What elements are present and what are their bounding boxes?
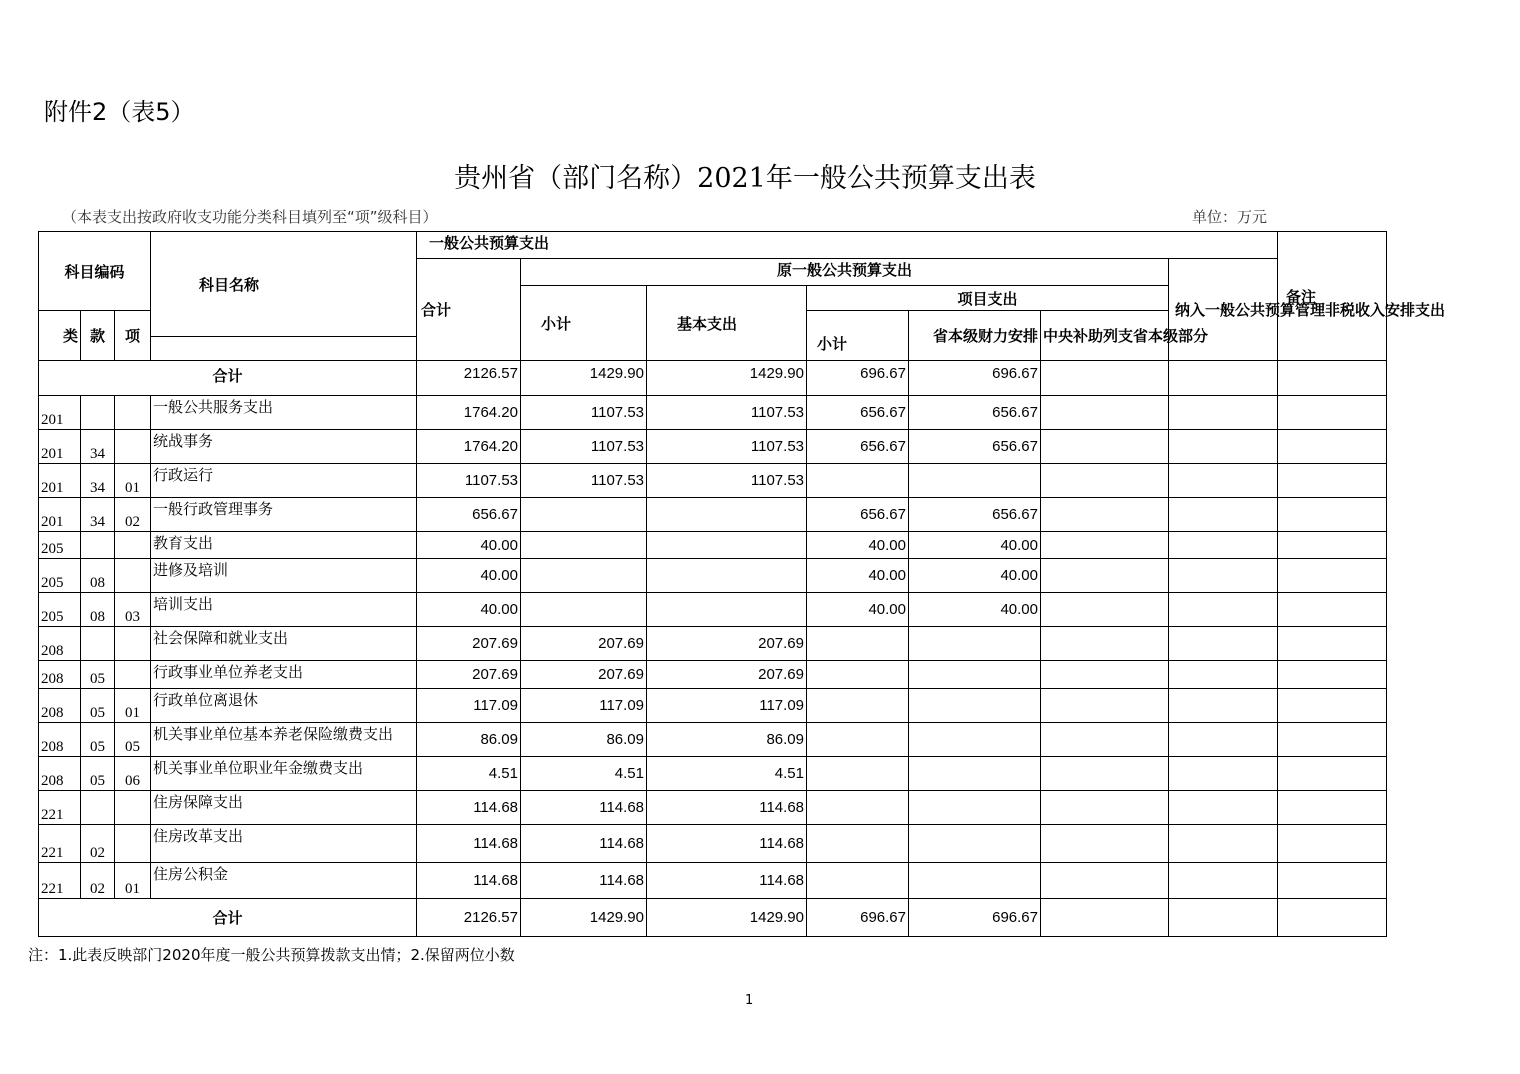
header-subject-name-cont (151, 337, 417, 361)
cell-proj-subtotal: 40.00 (807, 593, 909, 627)
cell-nontax (1169, 396, 1278, 430)
header-subtotal: 小计 (521, 286, 647, 361)
cell-subtotal: 114.68 (521, 791, 647, 825)
totals-bottom-remark (1278, 899, 1387, 937)
table-row (39, 532, 1387, 559)
code-xiang: 05 (115, 723, 151, 757)
cell-basic: 114.68 (647, 825, 807, 863)
cell-subtotal: 114.68 (521, 863, 647, 899)
cell-nontax (1169, 757, 1278, 791)
cell-nontax (1169, 559, 1278, 593)
totals-total: 2126.57 (417, 361, 521, 396)
cell-basic (647, 532, 807, 559)
cell-remark (1278, 396, 1387, 430)
cell-proj-subtotal (807, 723, 909, 757)
totals-row-bottom (39, 899, 1387, 937)
header-total: 合计 (417, 259, 521, 361)
totals-nontax (1169, 361, 1278, 396)
cell-basic: 114.68 (647, 791, 807, 825)
cell-subtotal: 1107.53 (521, 396, 647, 430)
cell-provincial (909, 723, 1041, 757)
totals-bottom-nontax (1169, 899, 1278, 937)
cell-remark (1278, 498, 1387, 532)
header-kuan: 款 (81, 311, 115, 361)
totals-label-bottom: 合计 (39, 899, 417, 937)
cell-total: 656.67 (417, 498, 521, 532)
subject-name: 教育支出 (151, 532, 417, 559)
cell-nontax (1169, 430, 1278, 464)
cell-total: 4.51 (417, 757, 521, 791)
cell-basic: 1107.53 (647, 464, 807, 498)
header-basic: 基本支出 (647, 286, 807, 361)
code-xiang (115, 396, 151, 430)
cell-subtotal: 4.51 (521, 757, 647, 791)
code-xiang (115, 791, 151, 825)
code-kuan: 34 (81, 430, 115, 464)
cell-total: 207.69 (417, 627, 521, 661)
cell-remark (1278, 757, 1387, 791)
header-central: 中央补助列支省本级部分 (1041, 311, 1169, 361)
cell-provincial (909, 627, 1041, 661)
header-nontax: 纳入一般公共预算管理非税收入安排支出 (1169, 259, 1278, 361)
code-lei: 208 (39, 661, 81, 689)
code-xiang: 01 (115, 689, 151, 723)
cell-provincial (909, 689, 1041, 723)
code-xiang: 03 (115, 593, 151, 627)
cell-nontax (1169, 627, 1278, 661)
cell-provincial (909, 791, 1041, 825)
cell-central (1041, 430, 1169, 464)
cell-basic: 207.69 (647, 661, 807, 689)
cell-provincial (909, 757, 1041, 791)
code-xiang: 01 (115, 464, 151, 498)
totals-subtotal: 1429.90 (521, 361, 647, 396)
cell-remark (1278, 593, 1387, 627)
code-kuan: 02 (81, 825, 115, 863)
cell-provincial: 656.67 (909, 498, 1041, 532)
code-kuan (81, 791, 115, 825)
code-lei: 208 (39, 627, 81, 661)
cell-nontax (1169, 532, 1278, 559)
cell-remark (1278, 723, 1387, 757)
table-row (39, 791, 1387, 825)
totals-basic: 1429.90 (647, 361, 807, 396)
cell-provincial: 40.00 (909, 593, 1041, 627)
cell-basic (647, 593, 807, 627)
cell-proj-subtotal: 656.67 (807, 498, 909, 532)
totals-row-top (39, 361, 1387, 396)
cell-nontax (1169, 464, 1278, 498)
cell-basic: 4.51 (647, 757, 807, 791)
header-xiang: 项 (115, 311, 151, 361)
code-xiang: 02 (115, 498, 151, 532)
cell-nontax (1169, 863, 1278, 899)
table-row (39, 430, 1387, 464)
cell-central (1041, 825, 1169, 863)
subject-name: 机关事业单位基本养老保险缴费支出 (151, 723, 417, 757)
cell-nontax (1169, 661, 1278, 689)
code-lei: 205 (39, 532, 81, 559)
totals-bottom-basic: 1429.90 (647, 899, 807, 937)
cell-nontax (1169, 689, 1278, 723)
header-row-1 (39, 232, 1387, 259)
header-remark: 备注 (1278, 232, 1387, 361)
table-row (39, 689, 1387, 723)
cell-provincial (909, 825, 1041, 863)
code-kuan: 05 (81, 689, 115, 723)
cell-nontax (1169, 593, 1278, 627)
code-lei: 201 (39, 498, 81, 532)
cell-subtotal: 1107.53 (521, 464, 647, 498)
cell-proj-subtotal: 40.00 (807, 532, 909, 559)
cell-proj-subtotal (807, 464, 909, 498)
cell-basic: 86.09 (647, 723, 807, 757)
code-lei: 208 (39, 723, 81, 757)
totals-bottom-proj-subtotal: 696.67 (807, 899, 909, 937)
cell-proj-subtotal (807, 689, 909, 723)
header-lei: 类 (39, 311, 81, 361)
cell-remark (1278, 464, 1387, 498)
subject-name: 住房改革支出 (151, 825, 417, 863)
cell-nontax (1169, 825, 1278, 863)
cell-subtotal (521, 498, 647, 532)
code-xiang: 06 (115, 757, 151, 791)
cell-proj-subtotal (807, 825, 909, 863)
code-xiang: 01 (115, 863, 151, 899)
cell-central (1041, 757, 1169, 791)
code-kuan: 05 (81, 661, 115, 689)
code-xiang (115, 661, 151, 689)
subject-name: 行政运行 (151, 464, 417, 498)
code-xiang (115, 532, 151, 559)
cell-subtotal: 114.68 (521, 825, 647, 863)
cell-central (1041, 863, 1169, 899)
cell-remark (1278, 430, 1387, 464)
subject-name: 培训支出 (151, 593, 417, 627)
cell-basic: 1107.53 (647, 430, 807, 464)
cell-central (1041, 791, 1169, 825)
code-lei: 221 (39, 863, 81, 899)
code-kuan (81, 627, 115, 661)
totals-central (1041, 361, 1169, 396)
cell-remark (1278, 559, 1387, 593)
cell-proj-subtotal: 656.67 (807, 430, 909, 464)
totals-remark (1278, 361, 1387, 396)
totals-bottom-provincial: 696.67 (909, 899, 1041, 937)
table-subtitle: （本表支出按政府收支功能分类科目填列至“项”级科目） (62, 208, 438, 226)
cell-remark (1278, 532, 1387, 559)
cell-proj-subtotal (807, 757, 909, 791)
code-kuan: 34 (81, 498, 115, 532)
subject-name: 住房保障支出 (151, 791, 417, 825)
table-row (39, 593, 1387, 627)
cell-total: 1764.20 (417, 396, 521, 430)
header-project-subtotal: 小计 (807, 311, 909, 361)
code-xiang (115, 430, 151, 464)
unit-label: 单位：万元 (1192, 208, 1268, 226)
cell-central (1041, 532, 1169, 559)
cell-total: 86.09 (417, 723, 521, 757)
table-row (39, 396, 1387, 430)
cell-provincial (909, 863, 1041, 899)
subject-name: 机关事业单位职业年金缴费支出 (151, 757, 417, 791)
code-kuan (81, 532, 115, 559)
code-lei: 201 (39, 464, 81, 498)
code-lei: 201 (39, 430, 81, 464)
cell-provincial (909, 661, 1041, 689)
code-lei: 221 (39, 825, 81, 863)
totals-bottom-central (1041, 899, 1169, 937)
page-number: 1 (745, 993, 754, 1008)
cell-subtotal: 86.09 (521, 723, 647, 757)
subject-name: 进修及培训 (151, 559, 417, 593)
code-kuan (81, 396, 115, 430)
cell-basic: 114.68 (647, 863, 807, 899)
cell-basic (647, 498, 807, 532)
cell-central (1041, 661, 1169, 689)
code-kuan: 05 (81, 757, 115, 791)
footnote: 注：1.此表反映部门2020年度一般公共预算拨款支出情；2.保留两位小数 (28, 946, 515, 964)
subject-name: 行政事业单位养老支出 (151, 661, 417, 689)
table-row (39, 498, 1387, 532)
cell-total: 114.68 (417, 791, 521, 825)
table-row (39, 757, 1387, 791)
cell-total: 114.68 (417, 825, 521, 863)
code-lei: 221 (39, 791, 81, 825)
cell-remark (1278, 863, 1387, 899)
cell-central (1041, 723, 1169, 757)
cell-proj-subtotal (807, 661, 909, 689)
cell-basic: 207.69 (647, 627, 807, 661)
subject-name: 一般行政管理事务 (151, 498, 417, 532)
cell-central (1041, 498, 1169, 532)
cell-subtotal: 207.69 (521, 627, 647, 661)
header-subject-code: 科目编码 (39, 232, 151, 311)
cell-provincial: 656.67 (909, 430, 1041, 464)
cell-total: 1764.20 (417, 430, 521, 464)
table-row (39, 661, 1387, 689)
cell-proj-subtotal: 656.67 (807, 396, 909, 430)
code-lei: 201 (39, 396, 81, 430)
totals-bottom-total: 2126.57 (417, 899, 521, 937)
code-kuan: 02 (81, 863, 115, 899)
page-title: 贵州省（部门名称）2021年一般公共预算支出表 (454, 163, 1036, 194)
code-xiang (115, 559, 151, 593)
header-subject-name: 科目名称 (151, 232, 417, 337)
cell-central (1041, 689, 1169, 723)
cell-subtotal: 1107.53 (521, 430, 647, 464)
cell-total: 1107.53 (417, 464, 521, 498)
totals-label: 合计 (39, 361, 417, 396)
cell-proj-subtotal (807, 791, 909, 825)
cell-total: 40.00 (417, 532, 521, 559)
subject-name: 统战事务 (151, 430, 417, 464)
code-lei: 208 (39, 757, 81, 791)
cell-remark (1278, 661, 1387, 689)
code-lei: 205 (39, 559, 81, 593)
code-kuan: 08 (81, 593, 115, 627)
cell-central (1041, 464, 1169, 498)
subject-name: 行政单位离退休 (151, 689, 417, 723)
cell-total: 40.00 (417, 559, 521, 593)
subject-name: 一般公共服务支出 (151, 396, 417, 430)
cell-proj-subtotal (807, 627, 909, 661)
cell-remark (1278, 825, 1387, 863)
cell-nontax (1169, 723, 1278, 757)
subject-name: 住房公积金 (151, 863, 417, 899)
totals-provincial: 696.67 (909, 361, 1041, 396)
cell-central (1041, 593, 1169, 627)
header-general-budget: 一般公共预算支出 (417, 232, 1278, 259)
code-kuan: 08 (81, 559, 115, 593)
table-row (39, 863, 1387, 899)
cell-central (1041, 396, 1169, 430)
cell-basic: 117.09 (647, 689, 807, 723)
cell-central (1041, 627, 1169, 661)
table-row (39, 825, 1387, 863)
cell-provincial: 40.00 (909, 559, 1041, 593)
cell-proj-subtotal: 40.00 (807, 559, 909, 593)
cell-nontax (1169, 791, 1278, 825)
header-provincial: 省本级财力安排 (909, 311, 1041, 361)
cell-nontax (1169, 498, 1278, 532)
cell-remark (1278, 689, 1387, 723)
code-xiang (115, 825, 151, 863)
cell-provincial: 40.00 (909, 532, 1041, 559)
cell-total: 40.00 (417, 593, 521, 627)
cell-remark (1278, 627, 1387, 661)
code-kuan: 05 (81, 723, 115, 757)
cell-total: 117.09 (417, 689, 521, 723)
cell-basic (647, 559, 807, 593)
table-row (39, 464, 1387, 498)
header-project: 项目支出 (807, 286, 1169, 311)
cell-provincial: 656.67 (909, 396, 1041, 430)
table-row (39, 627, 1387, 661)
cell-subtotal: 207.69 (521, 661, 647, 689)
totals-bottom-subtotal: 1429.90 (521, 899, 647, 937)
table-row (39, 723, 1387, 757)
cell-basic: 1107.53 (647, 396, 807, 430)
code-lei: 208 (39, 689, 81, 723)
code-lei: 205 (39, 593, 81, 627)
cell-total: 114.68 (417, 863, 521, 899)
code-kuan: 34 (81, 464, 115, 498)
cell-provincial (909, 464, 1041, 498)
table-row (39, 559, 1387, 593)
subject-name: 社会保障和就业支出 (151, 627, 417, 661)
cell-central (1041, 559, 1169, 593)
attachment-label: 附件2（表5） (44, 98, 195, 126)
cell-subtotal (521, 593, 647, 627)
code-xiang (115, 627, 151, 661)
budget-table (38, 231, 1446, 937)
cell-proj-subtotal (807, 863, 909, 899)
header-original-budget: 原一般公共预算支出 (521, 259, 1169, 286)
cell-subtotal (521, 559, 647, 593)
totals-proj-subtotal: 696.67 (807, 361, 909, 396)
cell-subtotal: 117.09 (521, 689, 647, 723)
cell-total: 207.69 (417, 661, 521, 689)
cell-subtotal (521, 532, 647, 559)
cell-remark (1278, 791, 1387, 825)
